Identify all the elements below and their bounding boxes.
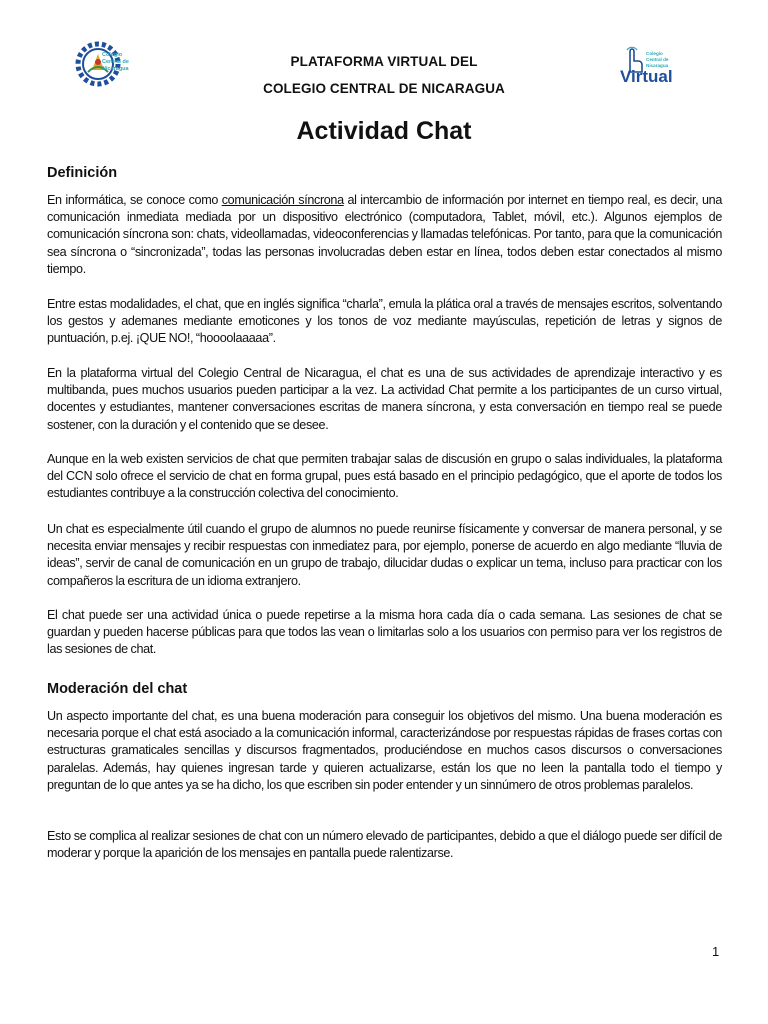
paragraph-definicion-1: [47, 192, 722, 278]
left-logo-text-1: Colegio: [102, 52, 123, 58]
document-title: Actividad Chat: [296, 117, 472, 145]
right-logo-text-3: Nicaragua: [646, 63, 669, 68]
left-logo-text-2: Central de: [102, 59, 129, 65]
paragraph-text: al intercambio de información por internet en tiempo real, es decir, una comunicación inmediata mediada por un dispositivo electrónico (computadora, Tablet, móvil, etc.). Algunos ejemplos de comunicación síncrona son: chats, videollamadas, videoconferencias y llamadas telefónicas. Por tanto, para que la comunicación sea síncrona o “sincronizada”, todas las personas involucradas deben estar en línea, todos deben estar conectados al mismo tiempo.: [47, 193, 722, 276]
paragraph-definicion-4: Aunque en la web existen servicios de chat que permiten trabajar salas de discusión en grupo o salas individuales, la plataforma del CCN solo ofrece el servicio de chat en forma grupal, pues está basado en el principio pedagógico, que el aporte de todos los estudiantes contribuye a la construcción colectiva del conocimiento.: [47, 452, 722, 501]
section-heading-definicion: Definición: [47, 165, 118, 181]
header-title-line2: COLEGIO CENTRAL DE NICARAGUA: [263, 81, 505, 96]
comunicacion-sincrona-link[interactable]: comunicación síncrona: [221, 193, 344, 207]
right-logo-text-virtual: Virtual: [620, 67, 673, 86]
right-logo-text-1: Colegio: [646, 51, 663, 56]
paragraph-definicion-3: En la plataforma virtual del Colegio Central de Nicaragua, el chat es una de sus actividades de aprendizaje interactivo y es multibanda, pues muchos usuarios pueden participar a la vez. La actividad Chat permite a los participantes de un curso virtual, docentes y estudiantes, mantener conversaciones escritas de manera síncrona, y esta conversación en tiempo real se puede sostener, con la duración y el contenido que se desee.: [47, 366, 722, 432]
right-logo-text-2: Central de: [646, 57, 669, 62]
gear-seal-logo-icon: [74, 36, 140, 92]
hand-cursor-logo-icon: [614, 46, 698, 86]
paragraph-moderacion-2: Esto se complica al realizar sesiones de chat con un número elevado de participantes, debido a que el diálogo puede ser difícil de moderar y porque la aparición de los mensajes en pantalla puede ralentizarse.: [47, 829, 722, 861]
paragraph-text: En informática, se conoce como: [47, 193, 222, 207]
paragraph-definicion-5: Un chat es especialmente útil cuando el grupo de alumnos no puede reunirse físicamente y conversar de manera personal, y se necesita enviar mensajes y recibir respuestas con inmediatez para, por ejemplo, ponerse de acuerdo en algo mediante “lluvia de ideas”, servir de canal de comunicación en un grupo de trabajo, dilucidar dudas o explicar un tema, incluso para practicar con los compañeros la escritura de un idioma extranjero.: [47, 522, 722, 588]
paragraph-definicion-6: El chat puede ser una actividad única o puede repetirse a la misma hora cada día o cada semana. Las sesiones de chat se guardan y pueden hacerse públicas para que todos las vean o limitarlas solo a los usuarios con permiso para ver los registros de las sesiones de chat.: [47, 608, 722, 657]
section-heading-moderacion: Moderación del chat: [47, 681, 188, 697]
paragraph-definicion-2: Entre estas modalidades, el chat, que en inglés significa “charla”, emula la plática oral a través de mensajes escritos, solventando los gestos y ademanes mediante emoticones y los tonos de voz mediante mayúsculas, repetición de letras y signos de puntuación, p.ej. ¡QUE NO!, “hoooolaaaaa”.: [47, 297, 722, 346]
header-title-line1: PLATAFORMA VIRTUAL DEL: [290, 54, 478, 69]
left-logo-text-3: Nicaragua: [102, 66, 129, 72]
paragraph-moderacion-1: Un aspecto importante del chat, es una buena moderación para conseguir los objetivos del mismo. Una buena moderación es necesaria porque el chat está asociado a la comunicación informal, caracterizándose por respuestas rápidas de frases cortas con estructuras gramaticales sencillas y discursos fragmentados, produciéndose en muchos casos discursos o conversaciones paralelas. Además, hay quienes ingresan tarde y quieren actualizarse, están los que no leen la pantalla todo el tiempo y preguntan de lo que antes ya se ha dicho, los que escriben sin poder entender y un sinnúmero de otros problemas paralelos.: [47, 709, 722, 792]
page-number: 1: [712, 944, 720, 959]
